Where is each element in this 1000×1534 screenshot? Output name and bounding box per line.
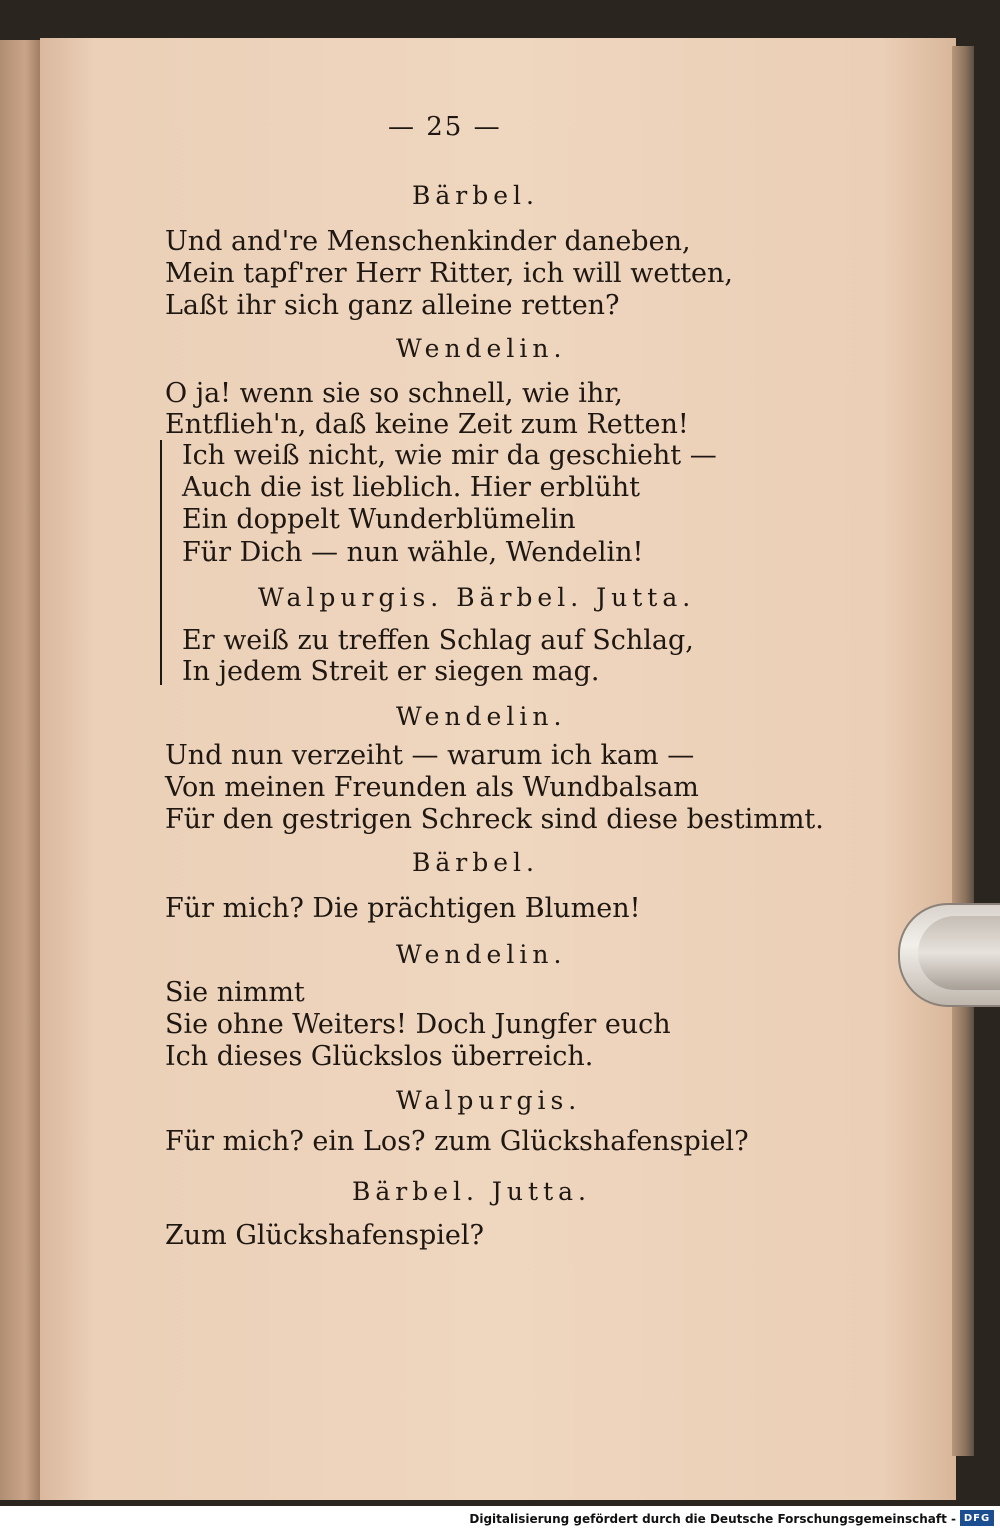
verse-line: O ja! wenn sie so schnell, wie ihr,	[165, 378, 623, 409]
chorus-brace	[160, 440, 174, 685]
speaker-baerbel: Bärbel.	[412, 848, 539, 877]
page-clip-inner	[918, 916, 1000, 990]
verse-line: Ich dieses Glückslos überreich.	[165, 1041, 594, 1072]
verse-line: Laßt ihr sich ganz alleine retten?	[165, 290, 620, 321]
footer-credit: Digitalisierung gefördert durch die Deutsche Forschungsgemeinschaft -	[469, 1512, 956, 1526]
verse-line: Sie nimmt	[165, 977, 305, 1008]
verse-line: Mein tapf'rer Herr Ritter, ich will wetten,	[165, 258, 733, 289]
speaker-wendelin: Wendelin.	[396, 702, 567, 731]
verse-line: Entflieh'n, daß keine Zeit zum Retten!	[165, 409, 689, 440]
speaker-wendelin: Wendelin.	[396, 334, 567, 363]
speaker-wendelin: Wendelin.	[396, 940, 567, 969]
verse-line: Sie ohne Weiters! Doch Jungfer euch	[165, 1009, 671, 1040]
page-stack-edge	[952, 46, 974, 1456]
speaker-baerbel-jutta: Bärbel. Jutta.	[352, 1177, 591, 1206]
verse-line: Für mich? Die prächtigen Blumen!	[165, 893, 641, 924]
verse-line: Er weiß zu treffen Schlag auf Schlag,	[182, 625, 694, 656]
verse-line: Und nun verzeiht — warum ich kam —	[165, 740, 695, 771]
verse-line: In jedem Streit er siegen mag.	[182, 656, 600, 687]
verse-line: Für den gestrigen Schreck sind diese bestimmt.	[165, 804, 824, 835]
page-number: — 25 —	[388, 112, 502, 142]
facing-page-edge	[0, 40, 42, 1500]
verse-line: Auch die ist lieblich. Hier erblüht	[182, 472, 640, 503]
speaker-walpurgis: Walpurgis.	[396, 1086, 582, 1115]
dfg-logo: DFG	[960, 1510, 994, 1526]
verse-line: Für mich? ein Los? zum Glückshafenspiel?	[165, 1126, 749, 1157]
speaker-walpurgis-baerbel-jutta: Walpurgis. Bärbel. Jutta.	[258, 583, 696, 612]
verse-line: Zum Glückshafenspiel?	[165, 1220, 484, 1251]
speaker-baerbel: Bärbel.	[412, 181, 539, 210]
verse-line: Ich weiß nicht, wie mir da geschieht —	[182, 440, 717, 471]
verse-line: Von meinen Freunden als Wundbalsam	[165, 772, 699, 803]
verse-line: Ein doppelt Wunderblümelin	[182, 504, 576, 535]
verse-line: Für Dich — nun wähle, Wendelin!	[182, 537, 644, 568]
verse-line: Und and're Menschenkinder daneben,	[165, 226, 691, 257]
